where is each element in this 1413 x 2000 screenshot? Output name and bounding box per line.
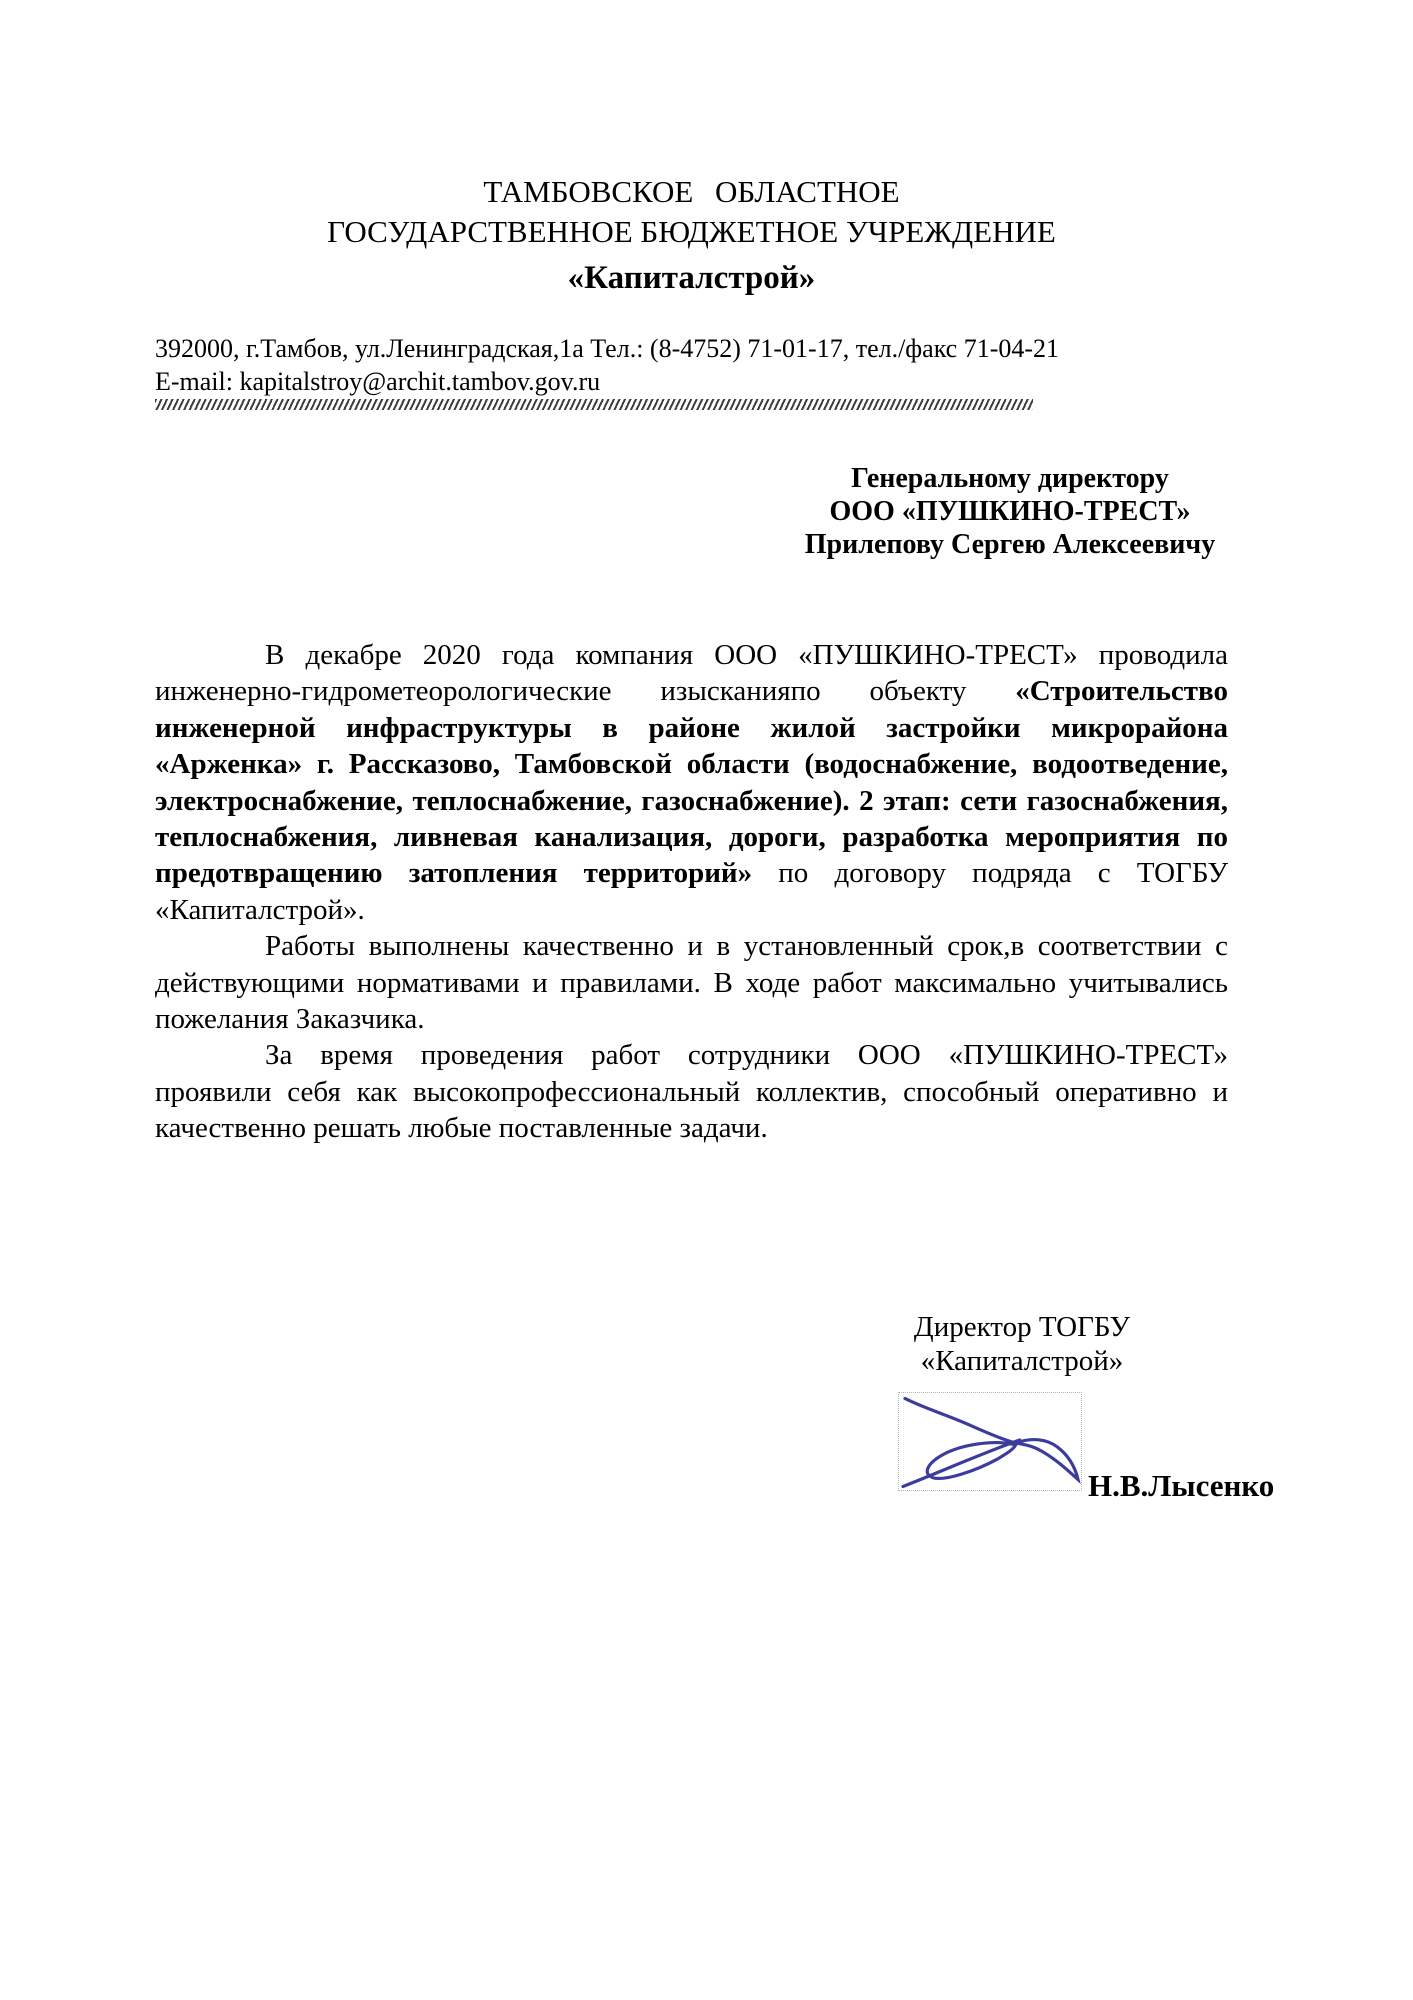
org-name-line2: ГОСУДАРСТВЕННОЕ БЮДЖЕТНОЕ УЧРЕЖДЕНИЕ [327,214,1056,249]
org-name-line3: «Капиталстрой» [567,260,816,296]
body-paragraph [155,928,1228,1037]
letterhead [155,172,1228,298]
contact-block [155,332,1255,398]
body-run: За время проведения работ сотрудники ООО «ПУШКИНО-ТРЕСТ» проявили себя как высокопрофессиональный коллектив, способный оперативно и качественно решать любые поставленные задачи. [155,1039,1228,1145]
body-run: по договору подряда с ТОГБУ «Капиталстрой». [155,857,1228,926]
recipient-block [775,462,1245,561]
recipient-person: Прилепову Сергею Алексеевичу [804,529,1216,560]
signature-image [898,1392,1082,1491]
body-paragraph [155,1037,1228,1146]
signatory-title [822,1310,1222,1378]
email-line: E-mail: kapitalstroy@archit.tambov.gov.ru [155,367,601,396]
body-paragraph [155,637,1228,928]
body-run-bold: «Строительство инженерной инфраструктуры в районе жилой застройки микрорайона «Арженка» г. Рассказово, Тамбовской области (водоснабжение, водоотведение, электроснабжение, теплоснабжение, газоснабжение). 2 этап: сети газоснабжения, теплоснабжения, ливневая канализация, дороги, разработка мероприятия по предотвращению затопления территорий» [155,675,1228,890]
hatched-divider [155,399,1033,410]
recipient-position: Генеральному директору [851,463,1169,494]
recipient-company: ООО «ПУШКИНО-ТРЕСТ» [829,496,1191,527]
signatory-title-line1: Директор ТОГБУ [913,1311,1131,1343]
signature-scribble [899,1393,1081,1490]
org-name-line1: ТАМБОВСКОЕ ОБЛАСТНОЕ [483,174,900,209]
body-run: В декабре 2020 года компания ООО «ПУШКИНО-ТРЕСТ» проводила инженерно-гидрометеорологические изысканияпо объекту [155,639,1228,708]
body-run: Работы выполнены качественно и в установленный срок,в соответствии с действующими нормативами и правилами. В ходе работ максимально учитывались пожелания Заказчика. [155,930,1228,1036]
address-line: 392000, г.Тамбов, ул.Ленинградская,1а Тел.: (8-4752) 71-01-17, тел./факс 71-04-21 [155,334,1060,363]
signatory-name: Н.В.Лысенко [1088,1468,1275,1503]
signatory-title-line2: «Капиталстрой» [920,1345,1124,1377]
body-text [155,637,1228,1147]
